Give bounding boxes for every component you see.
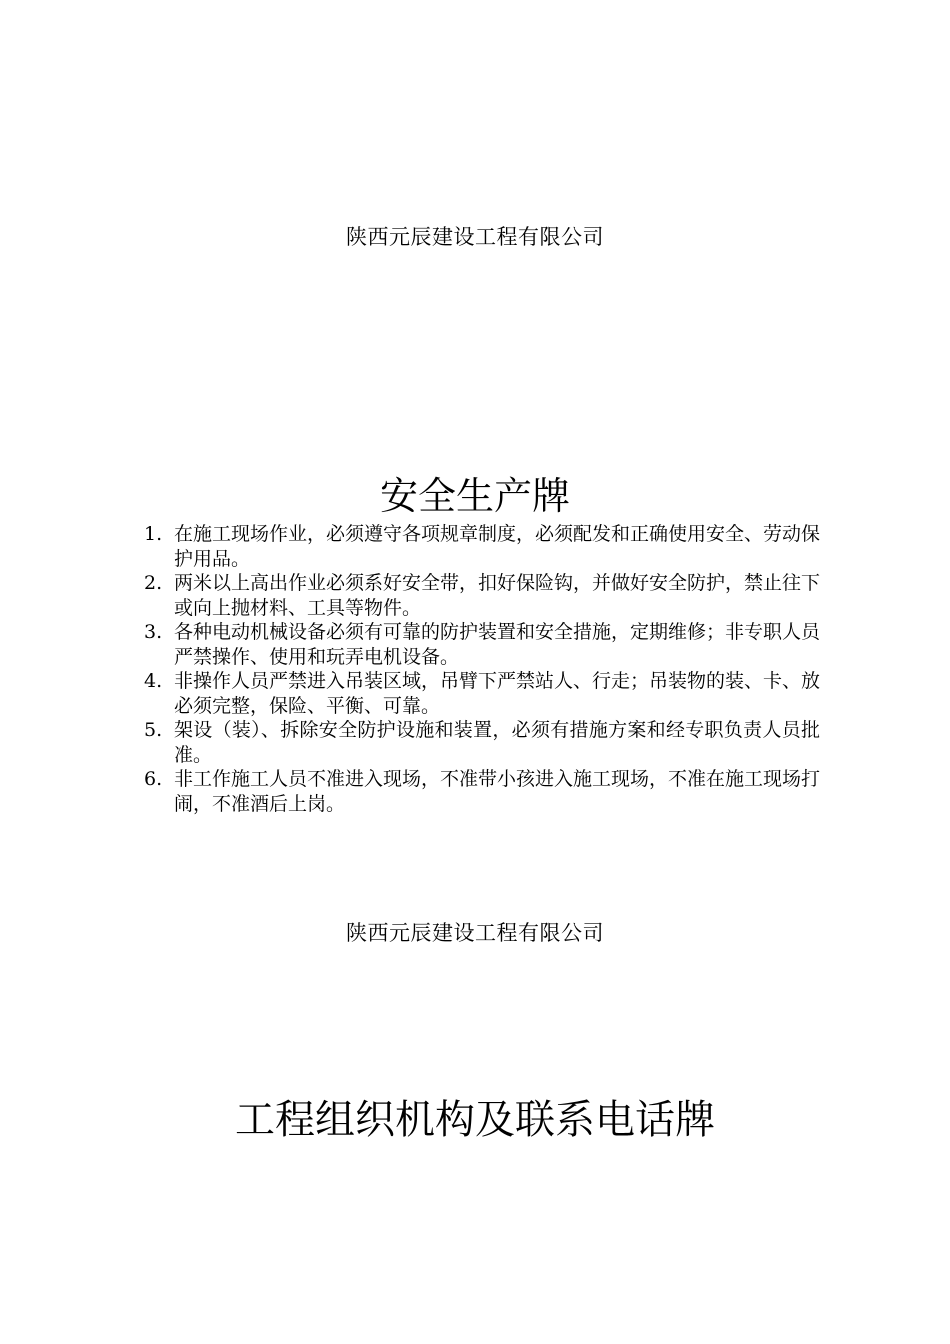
rule-text: 非操作人员严禁进入吊装区域，吊臂下严禁站人、行走；吊装物的装、卡、放必须完整，保险、平衡、可靠。 (174, 670, 821, 717)
list-item (140, 522, 820, 571)
rule-text: 架设（装）、拆除安全防护设施和装置，必须有措施方案和经专职负责人员批准。 (174, 719, 820, 766)
list-item (140, 669, 820, 718)
rule-text: 各种电动机械设备必须有可靠的防护装置和安全措施，定期维修；非专职人员严禁操作、使用和玩弄电机设备。 (174, 621, 821, 668)
list-item (140, 767, 820, 816)
rule-number: 4. (144, 670, 163, 692)
list-item (140, 718, 820, 767)
list-item (140, 571, 820, 620)
rule-number: 6. (144, 768, 163, 790)
rule-text: 两米以上高出作业必须系好安全带，扣好保险钩，并做好安全防护，禁止往下或向上抛材料、工具等物件。 (174, 572, 821, 619)
rule-number: 3. (144, 621, 163, 643)
safety-rules-list (140, 522, 820, 816)
rule-number: 5. (144, 719, 163, 741)
company-name-top: 陕西元辰建设工程有限公司 (346, 225, 604, 249)
safety-board-title: 安全生产牌 (379, 474, 570, 518)
rule-number: 1. (144, 523, 163, 545)
rule-text: 非工作施工人员不准进入现场，不准带小孩进入施工现场，不准在施工现场打闹，不准酒后上岗。 (174, 768, 821, 815)
company-name-middle: 陕西元辰建设工程有限公司 (346, 921, 604, 945)
rule-text: 在施工现场作业，必须遵守各项规章制度，必须配发和正确使用安全、劳动保护用品。 (174, 523, 821, 570)
rule-number: 2. (144, 572, 163, 594)
list-item (140, 620, 820, 669)
org-board-title: 工程组织机构及联系电话牌 (235, 1097, 715, 1143)
